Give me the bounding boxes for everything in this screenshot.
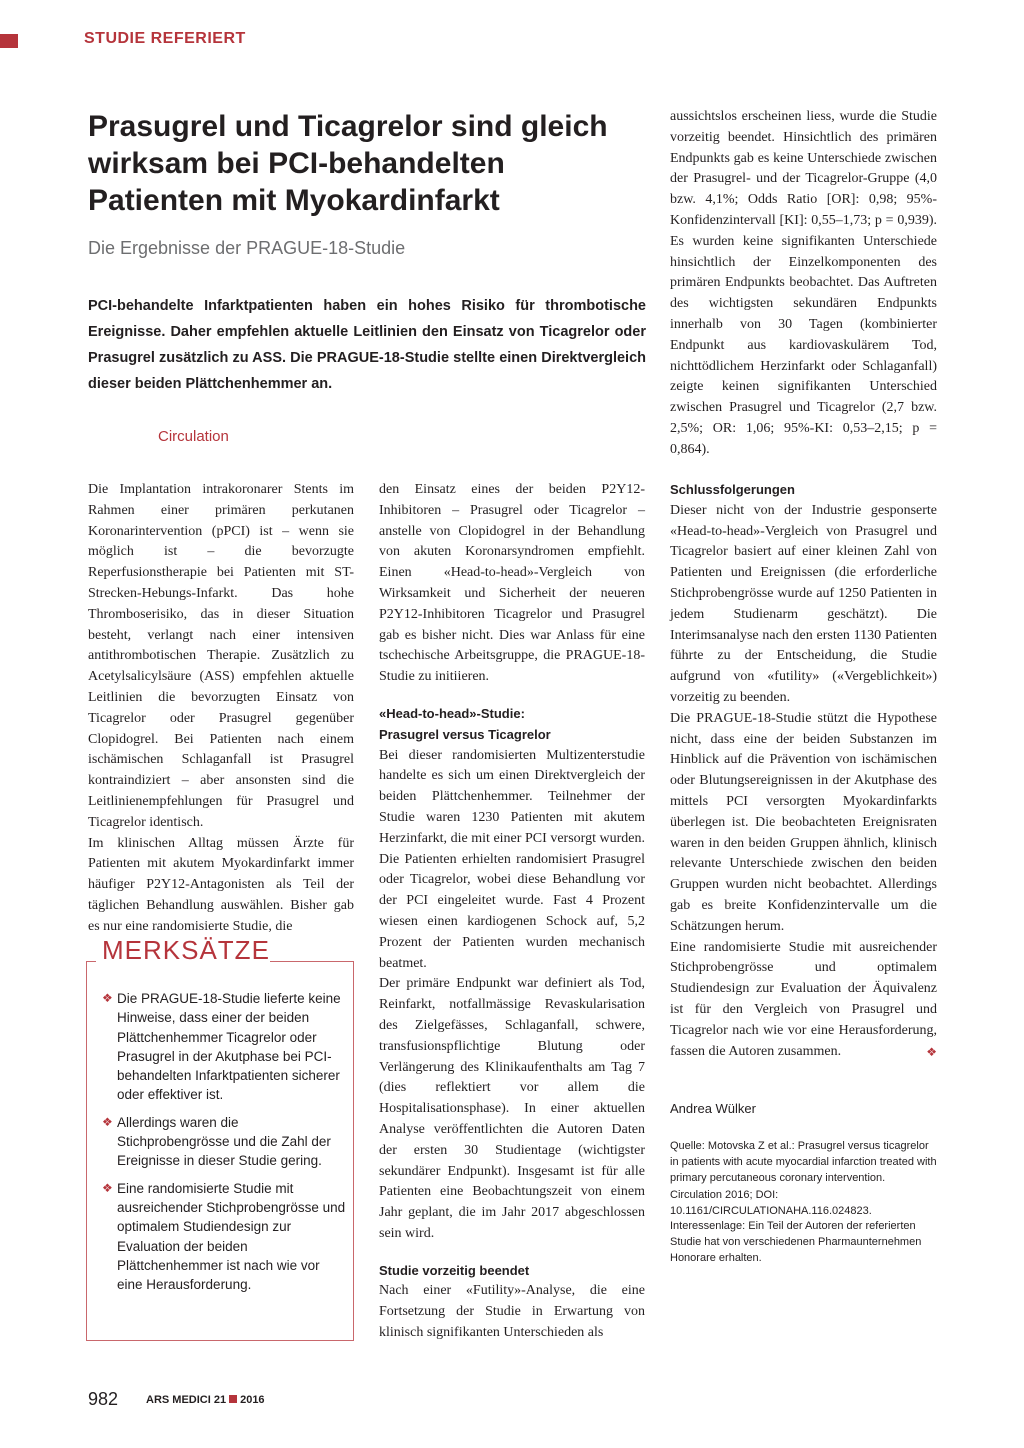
subheading: Schlussfolgerungen [670,482,795,497]
article-title: Prasugrel und Ticagrelor sind gleich wirksam bei PCI-behandelten Patienten mit Myokardinfarkt [88,110,608,217]
paragraph: Die PRAGUE-18-Studie stützt die Hypothese nicht, dass eine der beiden Substanzen im Hinblick auf die Prävention von ischämischen oder Blutungsereignissen in der Akutphase des mittels PCI versorgten Myokardinfarkts überlegen ist. Die beobachteten Ereignisraten waren in den beiden Gruppen ähnlich, klinisch relevante Unterschiede zwischen den beiden Gruppen wurden nicht beobachtet. Allerdings gab es breite Konfidenzintervalle um die Schätzungen herum. [670,710,937,934]
key-points-title: MERKSÄTZE [102,935,270,965]
paragraph: Die Implantation intrakoronarer Stents im Rahmen einer primären perkutanen Koronarintervention (pPCI) ist – wenn sie möglich ist – die bevorzugte Reperfusionstherapie bei Patienten mit ST-Strecken-Hebungs-Infarkt. Das hohe Thromboserisiko, das in dieser Situation besteht, verlangt nach einer intensiven antithrombotischen Therapie. Zusätzlich zu Acetylsalicylsäure (ASS) empfehlen aktuelle Leitlinien die bevorzugten Einsatz von Ticagrelor oder Prasugrel gegenüber Clopidogrel. Bei Patienten nach einem ischämischen Schlaganfall ist Prasugrel kontraindiziert – aber ansonsten sind die Leitlinienempfehlungen für Prasugrel und Ticagrelor identisch. [88,482,354,830]
key-point-text: Allerdings waren die Stichprobengrösse und die Zahl der Ereignisse in dieser Studie gering. [117,1114,331,1169]
diamond-bullet-icon: ❖ [102,1114,113,1129]
body-column-3-top [670,107,937,461]
body-column-3 [670,480,937,1062]
box-top-rule-right [270,961,354,962]
article-lead: PCI-behandelte Infarktpatienten haben ein hohes Risiko für thrombotische Ereignisse. Daher empfehlen aktuelle Leitlinien den Einsatz von Ticagrelor oder Prasugrel zusätzlich zu ASS. Die PRAGUE-18-Studie stellte einen Direktvergleich dieser beiden Plättchenhemmer an. [88,298,646,392]
paragraph [670,938,937,1063]
journal-year: 2016 [240,1394,265,1406]
page-number: 982 [88,1389,119,1409]
body-column-2 [379,480,645,1344]
journal-footer [146,1394,265,1406]
paragraph: Der primäre Endpunkt war definiert als Tod, Reinfarkt, notfallmässige Revaskularisation des Zielgefässes, Schlaganfall, schwere, transfusionspflichtige Blutung oder Verlängerung des Klinikaufenthalts am Tag 7 (dies reflektiert vor allem die Hospitalisationsphase). In einer aktuellen Analyse veröffentlichten die Autoren Daten der ersten 30 Studientage (wichtigster sekundärer Endpunkt). Insgesamt ist für alle Patienten eine Beobachtungszeit von einem Jahr geplant, die im Jahr 2017 abgeschlossen sein wird. [379,976,645,1241]
body-column-1 [88,480,354,938]
article-subtitle: Die Ergebnisse der PRAGUE-18-Studie [88,238,406,258]
journal-name: ARS MEDICI 21 [146,1394,227,1406]
square-separator-icon [229,1395,237,1403]
paragraph: aussichtslos erscheinen liess, wurde die Studie vorzeitig beendet. Hinsichtlich des primären Endpunkts gab es keine Unterschiede zwischen der Prasugrel- und der Ticagrelor-Gruppe (4,0 bzw. 4,1%; Odds Ratio [OR]: 0,98; 95%-Konfidenzintervall [KI]: 0,55–1,73; p = 0,939). Es wurden keine signifikanten Unterschiede hinsichtlich der Einzelkomponenten des primären Endpunkts beobachtet. Das Auftreten des wichtigsten sekundären Endpunkts innerhalb von 30 Tagen (kombinierter Endpunkt aus kardiovaskulärem Tod, nichttödlichem Herzinfarkt oder Schlaganfall) zeigte keinen signifikanten Unterschied zwischen Prasugrel und Ticagrelor (2,7 bzw. 2,5%; OR: 1,06; 95%-KI: 0,53–2,15; p = 0,864). [670,109,937,457]
paragraph: Im klinischen Alltag müssen Ärzte für Patienten mit akutem Myokardinfarkt immer häufiger P2Y12-Antagonisten als Teil der täglichen Behandlung auswählen. Bisher gab es nur eine randomisierte Studie, die [88,835,354,934]
paragraph: Nach einer «Futility»-Analyse, die eine Fortsetzung der Studie in Erwartung von klinisch signifikanten Unterschieden als [379,1283,645,1341]
section-label: STUDIE REFERIERT [84,30,246,47]
conflict-of-interest: Interessenlage: Ein Teil der Autoren der referierten Studie hat von verschiedenen Pharmaunternehmen Honorare erhalten. [670,1220,922,1265]
paragraph: Bei dieser randomisierten Multizenterstudie handelte es sich um einen Direktvergleich der beiden Plättchenhemmer. Teilnehmer der Studie waren 1230 Patienten mit akutem Herzinfarkt, die mit einer PCI versorgt wurden. Die Patienten erhielten randomisiert Prasugrel oder Ticagrelor, wobei diese Behandlung vor der PCI eingeleitet wurde. Fast 4 Prozent wiesen einen kardiogenen Schock auf, 5,2 Prozent der Patienten wurden mechanisch beatmet. [379,747,645,971]
diamond-bullet-icon: ❖ [102,1180,113,1195]
subheading: Studie vorzeitig beendet [379,1262,530,1278]
subheading: Prasugrel versus Ticagrelor [379,726,551,742]
subheading: «Head-to-head»-Studie: [379,705,525,721]
key-point-item [102,989,348,1105]
paragraph-text: Eine randomisierte Studie mit ausreichender Stichprobengrösse und optimalem Studiendesign zur Evaluation der Äquivalenz ist für den Vergleich von Prasugrel und Ticagrelor nach wie vor eine Herausforderung, fassen die Autoren zusammen. [670,939,937,1059]
end-diamond-icon: ❖ [926,1044,937,1059]
section-marker [0,34,18,48]
author-name: Andrea Wülker [670,1101,756,1116]
paragraph: Dieser nicht von der Industrie gesponserte «Head-to-head»-Vergleich von Prasugrel und Ticagrelor basiert auf einer kleinen Zahl von Patienten und Ereignissen (die erforderliche Stichprobengrösse wurde auf 1250 Patienten in jedem Studienarm geschätzt). Die Interimsanalyse nach den ersten 1130 Patienten führte zu der Entscheidung, die Studie aufgrund von «futility» («Vergeblichkeit») vorzeitig zu beenden. [670,502,937,705]
key-point-item [102,1113,348,1171]
source-citation: Quelle: Motovska Z et al.: Prasugrel versus ticagrelor in patients with acute myocardial infarction treated with primary percutaneous coronary intervention. Circulation 2016; DOI: 10.1161/CIRCULATIONAHA.116.024823. [670,1140,937,1217]
key-point-item [102,1179,348,1295]
key-point-text: Die PRAGUE-18-Studie lieferte keine Hinweise, dass einer der beiden Plättchenhemmer Ticagrelor oder Prasugrel in der Akutphase bei PCI-behandelten Infarktpatienten sicherer oder effektiver ist. [117,991,341,1103]
key-points-list [102,989,348,1302]
diamond-bullet-icon: ❖ [102,991,113,1005]
key-point-text: Eine randomisierte Studie mit ausreichender Stichprobengrösse und optimalem Studiendesign zur Evaluation der beiden Plättchenhemmer ist nach wie vor eine Herausforderung. [117,1180,346,1293]
box-top-rule-left [86,961,96,962]
source-journal: Circulation [158,428,229,445]
paragraph: den Einsatz eines der beiden P2Y12-Inhibitoren – Prasugrel oder Ticagrelor – anstelle von Clopidogrel in der Behandlung von akuten Koronarsyndromen empfiehlt. Einen «Head-to-head»-Vergleich von Wirksamkeit und Sicherheit der neueren P2Y12-Inhibitoren Ticagrelor und Prasugrel gab es bisher nicht. Dies war Anlass für eine tschechische Arbeitsgruppe, die PRAGUE-18-Studie zu initiieren. [379,482,645,685]
